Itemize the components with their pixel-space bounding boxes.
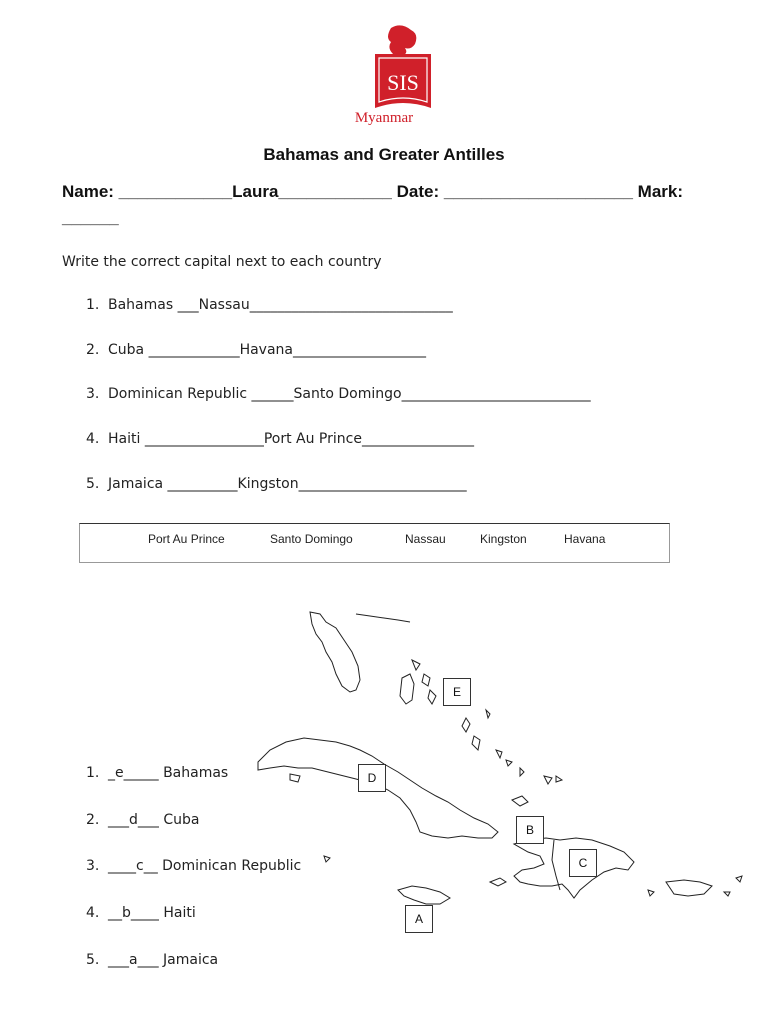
instruction-text: Write the correct capital next to each country xyxy=(62,254,382,270)
question-4: 4. Haiti _________________Port Au Prince________________ xyxy=(86,431,474,447)
question-5: 5. Jamaica __________Kingston________________________ xyxy=(86,476,467,492)
word-bank-item: Santo Domingo xyxy=(270,532,353,546)
answer-5: 5. ___a___ Jamaica xyxy=(86,952,219,968)
mark-blank: ______ xyxy=(62,208,119,227)
logo-subtitle: Myanmar xyxy=(354,110,414,126)
map-label-d: D xyxy=(358,764,386,792)
name-date-mark-line: Name: ____________Laura____________ Date: ____________________ Mark: xyxy=(62,182,684,201)
map-label-c: C xyxy=(569,849,597,877)
map-label-b: B xyxy=(516,816,544,844)
word-bank-item: Nassau xyxy=(405,532,446,546)
word-bank-item: Kingston xyxy=(480,532,527,546)
word-bank-item: Port Au Prince xyxy=(148,532,225,546)
question-1: 1. Bahamas ___Nassau_____________________________ xyxy=(86,297,453,313)
question-3: 3. Dominican Republic ______Santo Domingo___________________________ xyxy=(86,386,591,402)
map-label-a: A xyxy=(405,905,433,933)
answer-3: 3. ____c__ Dominican Republic xyxy=(86,858,302,874)
answer-4: 4. __b____ Haiti xyxy=(86,905,196,921)
word-bank-item: Havana xyxy=(564,532,606,546)
question-2: 2. Cuba _____________Havana___________________ xyxy=(86,342,426,358)
answer-2: 2. ___d___ Cuba xyxy=(86,812,200,828)
word-bank xyxy=(79,523,670,563)
logo-initials: SIS xyxy=(387,70,419,95)
worksheet-title: Bahamas and Greater Antilles xyxy=(263,145,505,164)
answer-1: 1. _e_____ Bahamas xyxy=(86,765,229,781)
map-label-e: E xyxy=(443,678,471,706)
